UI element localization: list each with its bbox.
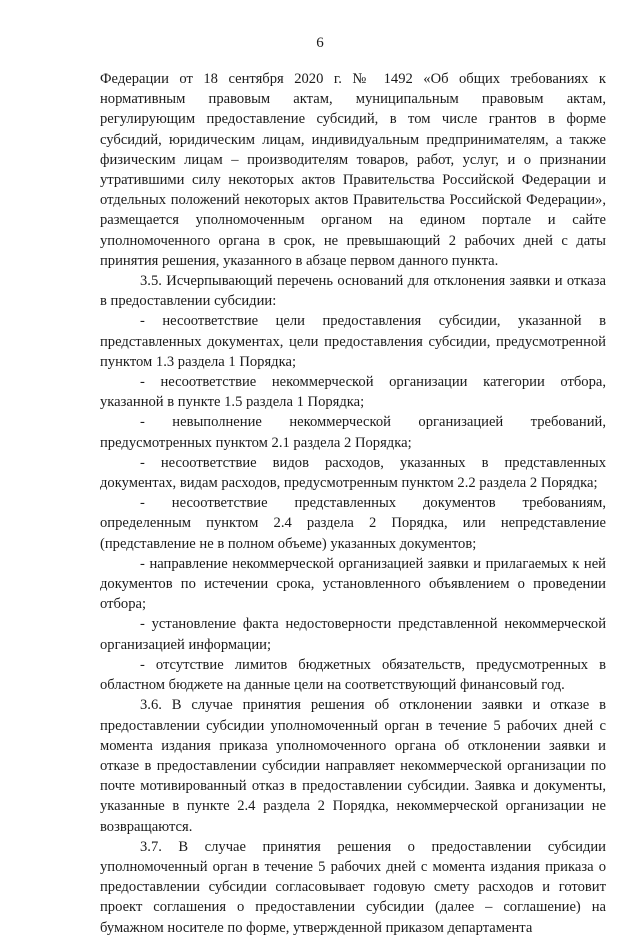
list-item-false-information: - установление факта недостоверности представленной некоммерческой организацией информации;	[100, 616, 606, 653]
list-item-no-budget-limits: - отсутствие лимитов бюджетных обязательств, предусмотренных в областном бюджете на данные цели на соответствующий финансовый год.	[100, 656, 606, 694]
paragraph-3-7: 3.7. В случае принятия решения о предоставлении субсидии уполномоченный орган в течение 5 рабочих дней с момента издания приказа о предоставлении субсидии согласовывает годовую смету расходов и готовит проект соглашения о предоставлении субсидии (далее – соглашение) на бумажном носителе по форме, утвержденной приказом департамента	[100, 838, 606, 936]
list-item-late-submission: - направление некоммерческой организацией заявки и прилагаемых к ней документов по истечении срока, установленного объявлением о проведении отбора;	[100, 555, 606, 613]
list-item-expense-mismatch: - несоответствие видов расходов, указанных в представленных документах, видам расходов, предусмотренным пунктом 2.2 раздела 2 Порядка;	[100, 454, 606, 492]
list-item-documents-mismatch: - несоответствие представленных документов требованиям, определенным пунктом 2.4 раздела 2 Порядка, или непредставление (представление не в полном объеме) указанных документов;	[100, 495, 606, 552]
paragraph-continuation: Федерации от 18 сентября 2020 г. № 1492 «Об общих требованиях к нормативным правовым актам, муниципальным правовым актам, регулирующим предоставление субсидий, в том числе грантов в форме субсидий, юридическим лицам, индивидуальным предпринимателям, а также физическим лицам – производителям товаров, работ, услуг, и о признании утратившими силу некоторых актов Правительства Российской Федерации и отдельных положений некоторых актов Правительства Российской Федерации», размещается уполномоченным органом на едином портале и сайте уполномоченного органа в срок, не превышающий 2 рабочих дней с даты принятия решения, указанного в абзаце первом данного пункта.	[100, 71, 606, 269]
paragraph-3-5: 3.5. Исчерпывающий перечень оснований для отклонения заявки и отказа в предоставлении субсидии:	[100, 273, 606, 310]
paragraph-3-6: 3.6. В случае принятия решения об отклонении заявки и отказе в предоставлении субсидии уполномоченный орган в течение 5 рабочих дней с момента издания приказа уполномоченного органа об отклонении заявки и отказе в предоставлении субсидии направляет некоммерческой организации по почте мотивированный отказ в предоставлении субсидии. Заявка и документы, указанные в пункте 2.4 раздела 2 Порядка, некоммерческой организации не возвращаются.	[100, 697, 606, 835]
list-item-requirements-unmet: - невыполнение некоммерческой организацией требований, предусмотренных пунктом 2.1 раздела 2 Порядка;	[100, 414, 606, 451]
list-item-category-mismatch: - несоответствие некоммерческой организации категории отбора, указанной в пункте 1.5 раздела 1 Порядка;	[100, 374, 606, 411]
document-body	[100, 69, 606, 938]
list-item-goal-mismatch: - несоответствие цели предоставления субсидии, указанной в представленных документах, цели предоставления субсидии, предусмотренной пунктом 1.3 раздела 1 Порядка;	[100, 313, 606, 370]
page-number: 6	[316, 35, 324, 51]
